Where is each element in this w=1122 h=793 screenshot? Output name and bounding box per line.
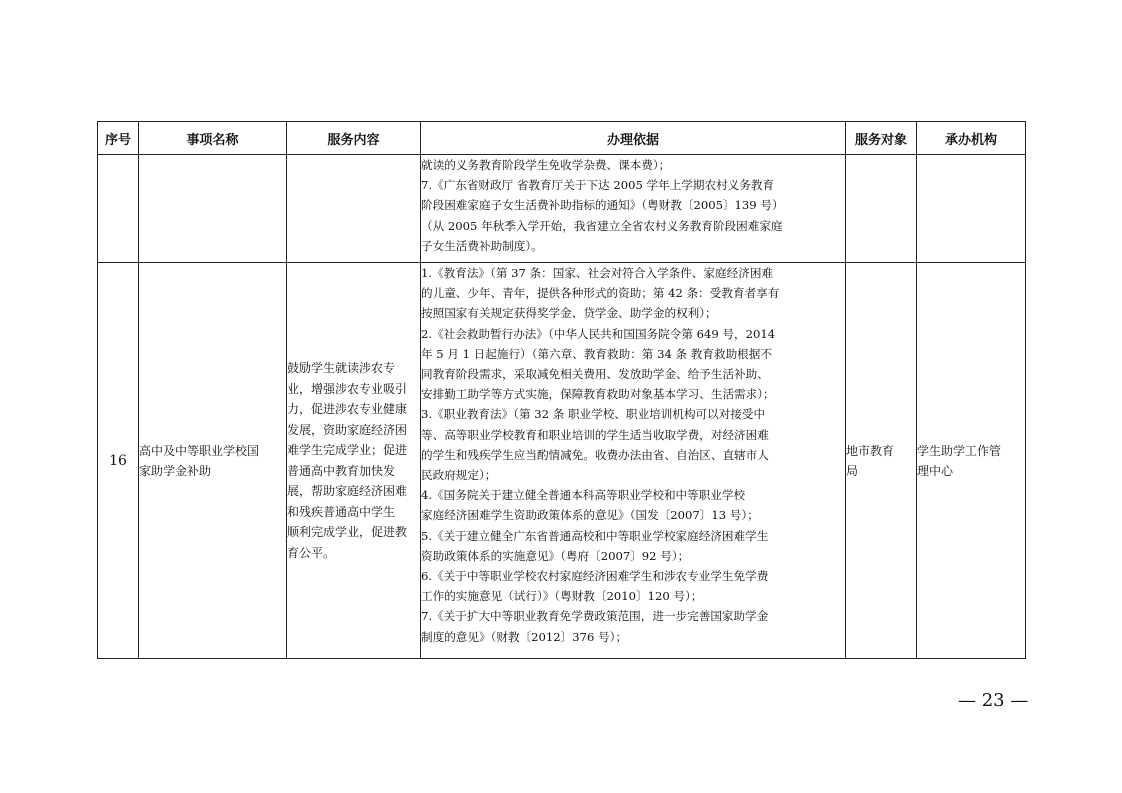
cell-seq-empty <box>98 155 139 263</box>
cell-service-content <box>287 263 421 659</box>
basis-line: 安排勤工助学等方式实施，保障教育救助对象基本学习、生活需求）； <box>421 387 775 402</box>
content-line: 难学生完成学业；促进 <box>287 443 408 457</box>
basis-line: （从 2005 年秋季入学开始，我省建立全省农村义务教育阶段困难家庭 <box>421 218 783 233</box>
basis-line: 阶段困难家庭子女生活费补助指标的通知》（粤财教〔2005〕139 号） <box>421 198 784 213</box>
cell-item-name <box>139 263 287 659</box>
basis-line: 资助政策体系的实施意见》（粤府〔2007〕92 号）； <box>421 548 690 563</box>
header-seq: 序号 <box>98 122 139 155</box>
basis-line: 按照国家有关规定获得奖学金、贷学金、助学金的权利）； <box>421 306 717 321</box>
basis-line: 的学生和残疾学生应当酌情减免。收费办法由省、自治区、直辖市人 <box>421 447 769 462</box>
basis-line: 2.《社会救助暂行办法》（中华人民共和国国务院令第 649 号，2014 <box>421 326 776 341</box>
content-line: 发展，资助家庭经济困 <box>287 422 408 437</box>
basis-line: 年 5 月 1 日起施行）（第六章、教育救助：第 34 条 教育救助根据不 <box>421 346 772 361</box>
org-line: 理中心 <box>917 463 954 478</box>
target-line: 局 <box>846 463 859 478</box>
cell-org-empty <box>917 155 1026 263</box>
cell-name-empty <box>139 155 287 263</box>
content-line: 展，帮助家庭经济困难 <box>287 484 408 498</box>
basis-line: 1.《教育法》（第 37 条：国家、社会对符合入学条件、家庭经济困难 <box>421 266 774 280</box>
content-line: 顺利完成学业，促进教 <box>287 525 408 539</box>
basis-line: 同教育阶段需求，采取减免相关费用、发放助学金、给予生活补助、 <box>421 367 769 382</box>
cell-basis-continued <box>421 155 846 263</box>
basis-line: 就读的义务教育阶段学生免收学杂费、课本费）； <box>421 158 671 172</box>
cell-organization <box>917 263 1026 659</box>
basis-line: 制度的意见》（财教〔2012〕376 号）； <box>421 629 628 644</box>
basis-line: 家庭经济困难学生资助政策体系的意见》（国发〔2007〕13 号）； <box>421 508 759 523</box>
basis-line: 子女生活费补助制度）。 <box>421 238 543 253</box>
header-organization: 承办机构 <box>917 122 1026 155</box>
header-service-content: 服务内容 <box>287 122 421 155</box>
basis-line: 4.《国务院关于建立健全普通本科高等职业学校和中等职业学校 <box>421 488 746 503</box>
content-line: 普通高中教育加快发 <box>287 463 396 478</box>
org-line: 学生助学工作管 <box>917 443 1002 458</box>
name-line: 家助学金补助 <box>139 463 212 478</box>
content-line: 力，促进涉农专业健康 <box>287 402 408 416</box>
basis-line: 民政府规定）； <box>421 468 497 483</box>
basis-line: 7.《广东省财政厅 省教育厅关于下达 2005 学年上学期农村义务教育 <box>421 178 775 193</box>
content-line: 和残疾普通高中学生 <box>287 504 396 519</box>
basis-line: 5.《关于建立健全广东省普通高校和中等职业学校家庭经济困难学生 <box>421 528 769 543</box>
table-row-16 <box>98 263 1026 659</box>
basis-line: 工作的实施意见（试行）》（粤财教〔2010〕120 号）； <box>421 589 703 604</box>
name-line: 高中及中等职业学校国 <box>139 443 260 458</box>
cell-service-target <box>846 263 917 659</box>
header-basis: 办理依据 <box>421 122 846 155</box>
page-number: — 23 — <box>958 690 1029 711</box>
service-items-table <box>97 121 1026 659</box>
cell-target-empty <box>846 155 917 263</box>
table-row-continued <box>98 155 1026 263</box>
header-service-target: 服务对象 <box>846 122 917 155</box>
header-item-name: 事项名称 <box>139 122 287 155</box>
basis-line: 等、高等职业学校教育和职业培训的学生适当收取学费，对经济困难 <box>421 427 769 442</box>
cell-basis <box>421 263 846 659</box>
content-line: 业，增强涉农专业吸引 <box>287 381 408 396</box>
content-line: 鼓励学生就读涉农专 <box>287 361 396 375</box>
basis-line: 7.《关于扩大中等职业教育免学费政策范围，进一步完善国家助学金 <box>421 609 769 624</box>
cell-seq: 16 <box>98 263 139 659</box>
cell-content-empty <box>287 155 421 263</box>
table-header-row <box>98 122 1026 155</box>
target-line: 地市教育 <box>846 443 895 458</box>
content-line: 育公平。 <box>287 545 336 560</box>
basis-line: 6.《关于中等职业学校农村家庭经济困难学生和涉农专业学生免学费 <box>421 569 769 584</box>
basis-line: 3.《职业教育法》（第 32 条 职业学校、职业培训机构可以对接受中 <box>421 407 766 422</box>
basis-line: 的儿童、少年、青年，提供各种形式的资助；第 42 条：受教育者享有 <box>421 286 780 301</box>
